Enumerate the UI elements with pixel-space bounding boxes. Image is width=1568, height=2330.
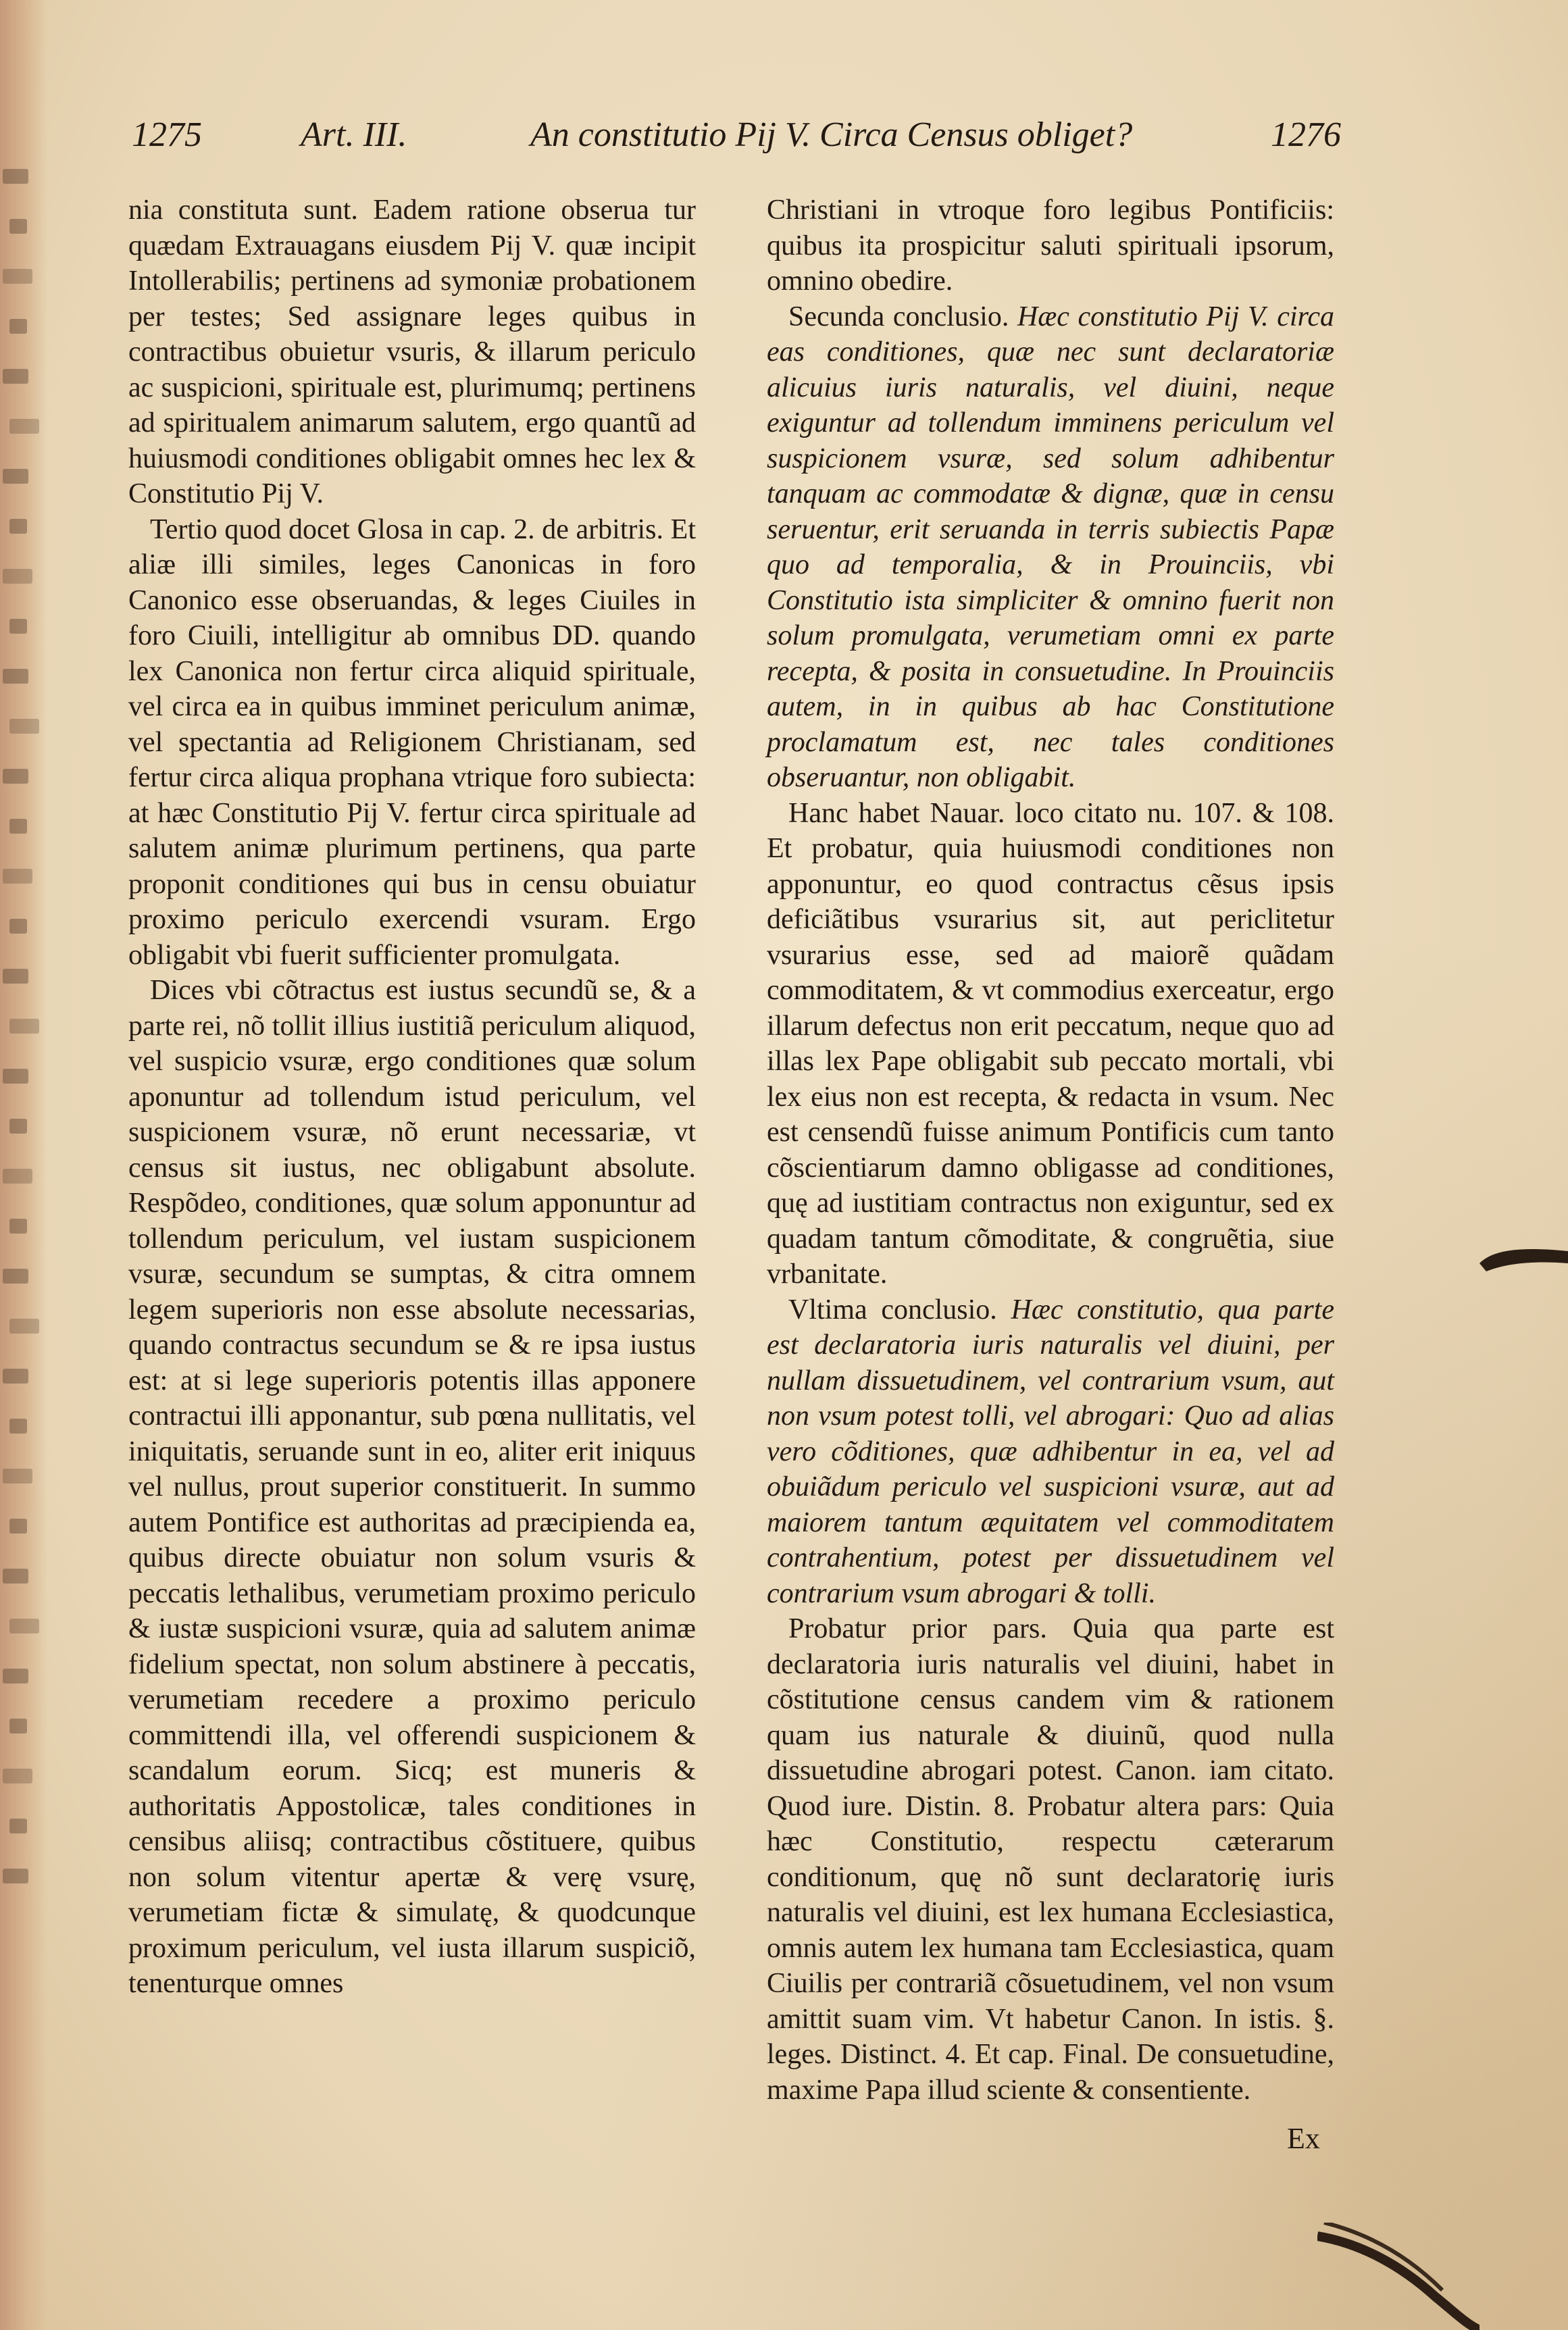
right-p2-lead: Secunda conclusio. [788,301,1017,332]
right-paragraph-1 [767,193,1334,299]
facing-page-bleed [0,0,47,2330]
right-p4-lead: Vltima conclusio. [788,1294,1011,1325]
corner-string-mark [1317,2223,1480,2330]
facing-page-marks [3,169,43,1925]
running-title: An constitutio Pij V. Circa Census obliget? [530,116,1133,154]
running-header [132,115,1341,169]
ink-blot-mark [1480,1243,1568,1277]
right-paragraph-3 [767,796,1334,1292]
right-paragraph-2 [767,299,1334,796]
right-p4-conclusion: Hæc constitutio, qua parte est declaratoria iuris naturalis vel diuini, per nullam dissuetudinem, vel contrarium vsum, aut non vsum potest tolli, vel abrogari: Quo ad alias vero cõditiones, quæ adhibentur in ea, vel ad obuiãdum periculo vel suspicioni vsuræ, aut ad maiorem tantum æquitatem vel commoditatem contrahentium, potest per dissuetudinem vel contrarium vsum abrogari & tolli. [767,1294,1334,1609]
right-p2-conclusion: Hæc constitutio Pij V. circa eas conditiones, quæ nec sunt declaratoriæ alicuius iuris naturalis, vel diuini, neque exiguntur ad tollendum imminens periculum vel suspicionem vsuræ, sed solum adhibentur tanquam ac commodatæ & dignæ, quæ in censu seruentur, erit seruanda in terris subiectis Papæ quo ad temporalia, & in Prouinciis, vbi Constitutio ista simpliciter & omnino fuerit non solum promulgata, verumetiam omni ex parte recepta, & posita in consuetudine. In Prouinciis autem, in in quibus ab hac Constitutione proclamatum est, nec tales conditiones obseruantur, non obligabit. [767,301,1334,793]
right-paragraph-5 [767,1611,1334,2108]
left-column [128,193,696,2002]
left-paragraph-1: nia constituta sunt. Eadem ratione obserua tur quædam Extrauagans eiusdem Pij V. quæ incipit Intollerabilis; pertinens ad symoniæ probationem per testes; Sed assignare leges quibus in contractibus obuietur vsuris, & illarum periculo ac suspicioni, spirituale est, plurimumq; pertinens ad spiritualem animarum salutem, ergo quantũ ad huiusmodi conditiones obligabit omnes hec lex & Constitutio Pij V. [128,195,696,509]
right-paragraph-4 [767,1292,1334,1612]
page-number-right: 1276 [1271,116,1341,154]
left-paragraph-3: Dices vbi cõtractus est iustus secundũ se, & a parte rei, nõ tollit illius iustitiã periculum aliquod, vel suspicio vsuræ, ergo conditiones quæ solum aponuntur ad tollendum istud periculum, vel suspicionem vsuræ, nõ erunt necessariæ, vt census sit iustus, nec obligabunt absolute. Respõdeo, conditiones, quæ solum apponuntur ad tollendum periculum, vel iustam suspicionem vsuræ, secundum se sumptas, & citra omnem legem superioris non esse absolute necessarias, quando contractus secundum se & re ipsa iustus est: at si lege superioris potentis illas apponere contractui illi apponantur, sub pœna nullitatis, vel iniquitatis, seruande sunt in eo, aliter erit iniquus vel nullus, prout superior constituerit. In summo autem Pontifice est authoritas ad præcipienda ea, quibus directe obuiatur non solum vsuris & peccatis lethalibus, verumetiam proximo periculo & iustæ suspicioni vsuræ, quia ad salutem animæ fidelium spectat, non solum abstinere à peccatis, verumetiam recedere a proximo periculo committendi illa, vel offerendi suspicionem & scandalum eorum. Sicq; est muneris & authoritatis Appostolicæ, tales conditiones in censibus aliisq; contractibus cõstituere, quibus non solum vitentur apertæ & verę vsurę, verumetiam fictæ & simulatę, & quodcunque proximum periculum, vel iusta illarum suspiciõ, tenenturque omnes [128,975,696,1999]
page-number-left: 1275 [132,116,202,154]
left-paragraph-2: Tertio quod docet Glosa in cap. 2. de arbitris. Et aliæ illi similes, leges Canonicas in foro Canonico esse obseruandas, & leges Ciuiles in foro Ciuili, intelligitur ab omnibus DD. quando lex Canonica non fertur circa aliquid spirituale, vel circa ea in quibus imminet periculum animæ, vel spectantia ad Religionem Christianam, sed fertur circa aliqua prophana vtrique foro subiecta: at hæc Constitutio Pij V. fertur circa spirituale ad salutem animæ plurimum pertinens, qua parte proponit conditiones qui bus in censu obuiatur proximo periculo exercendi vsuram. Ergo obligabit vbi fuerit sufficienter promulgata. [128,513,696,971]
article-label: Art. III. [301,116,407,154]
right-p3-text: Hanc habet Nauar. loco citato nu. 107. & 108. Et probatur, quia huiusmodi conditiones non apponuntur, eo quod contractus cẽsus ipsis deficiãtibus vsurarius sit, aut periclitetur vsurarius esse, sed ad maiorẽ quãdam commoditatem, & vt commodius exerceatur, ergo illarum defectus non erit peccatum, neque quo ad illas lex Pape obligabit sub peccato mortali, vbi lex eius non est recepta, & redacta in vsum. Nec est censendũ fuisse animum Pontificis cum tanto cõscientiarum damno obligasse ad conditiones, quę ad iustitiam contractus non exiguntur, sed ex quadam tantum cõmoditate, & congruẽtia, siue vrbanitate. [767,797,1334,1290]
right-p1-text: Christiani in vtroque foro legibus Pontificiis: quibus ita prospicitur saluti spirituali ipsorum, omnino obedire. [767,195,1334,297]
catchword: Ex [1287,2122,1320,2155]
right-column [767,193,1334,2108]
right-p5-text: Probatur prior pars. Quia qua parte est declaratoria iuris naturalis vel diuini, habet in cõstitutione census candem vim & rationem quam ius naturale & diuinũ, quod nulla dissuetudine abrogari potest. Canon. iam citato. Quod iure. Distin. 8. Probatur altera pars: Quia hæc Constitutio, respectu cæterarum conditionum, quę nõ sunt declaratorię iuris naturalis vel diuini, est lex humana Ecclesiastica, omnis autem lex humana tam Ecclesiastica, quam Ciuilis per contrariã cõsuetudinem, vel non vsum amittit suam vim. Vt habetur Canon. In istis. §. leges. Distinct. 4. Et cap. Final. De consuetudine, maxime Papa illud sciente & consentiente. [767,1613,1334,2106]
